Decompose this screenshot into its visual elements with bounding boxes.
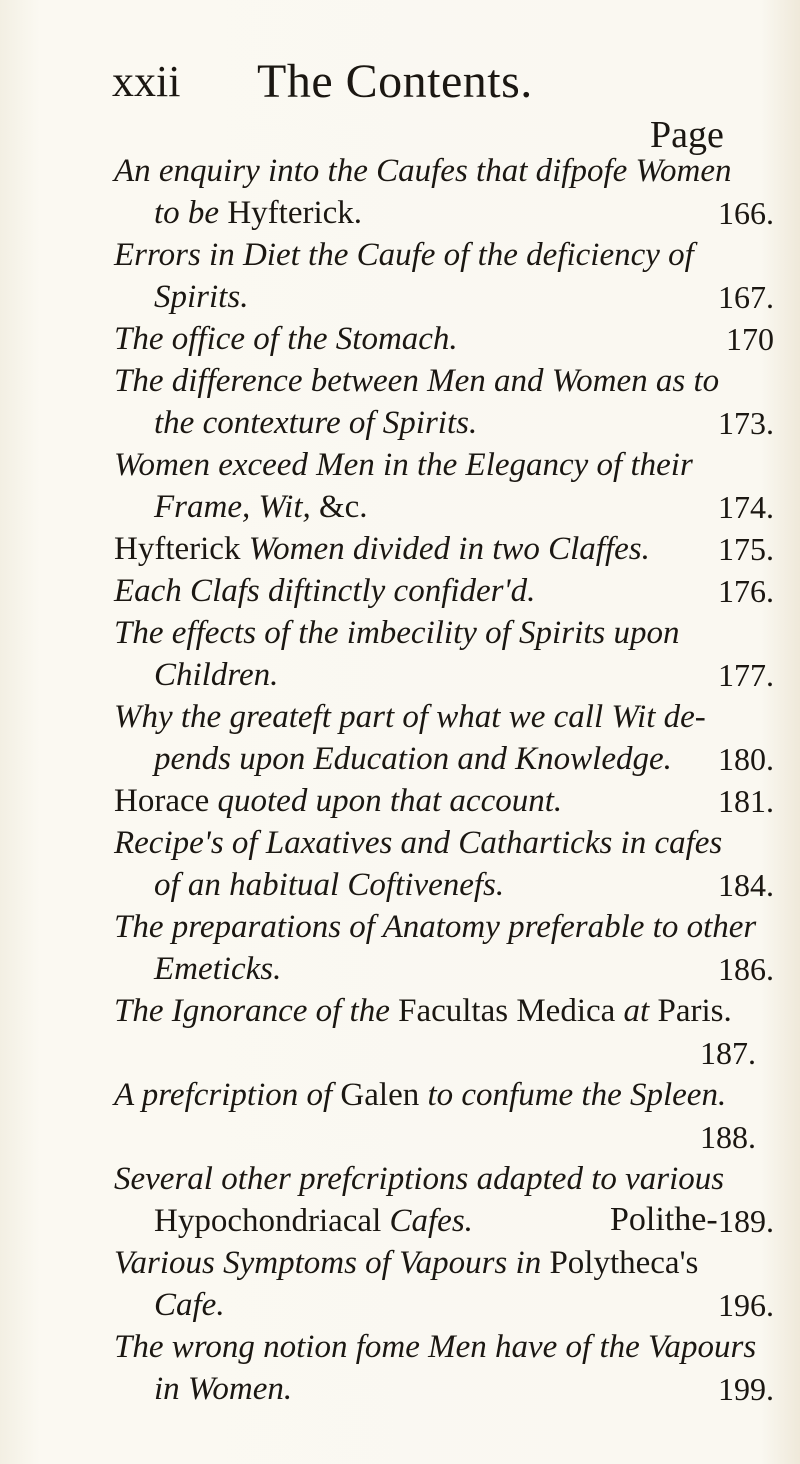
entry-text: &c. xyxy=(318,489,368,525)
entry-text: The difference between Men and Women as to xyxy=(114,363,720,399)
entry-text: Paris. xyxy=(657,993,732,1029)
entry-text: Recipe's of Laxatives and Catharticks in cafes xyxy=(114,825,723,861)
entry-text: of an habitual Coftivenefs. xyxy=(154,867,505,903)
entry-text: The office of the Stomach. xyxy=(114,321,458,357)
entry-text: The wrong notion fome Men have of the Vapours xyxy=(114,1329,757,1365)
entry-line xyxy=(114,528,774,570)
entry-line xyxy=(114,612,774,654)
contents-entry xyxy=(114,1326,774,1410)
entry-text: Polytheca's xyxy=(549,1245,699,1281)
page-header xyxy=(112,52,752,112)
entry-page-number: 196. xyxy=(718,1287,774,1323)
entry-page-number: 166. xyxy=(718,195,774,231)
running-title: The Contents. xyxy=(257,55,533,108)
entry-text: Women exceed Men in the Elegancy of their xyxy=(114,447,693,483)
entry-text: Spirits. xyxy=(154,279,249,315)
entry-line xyxy=(114,1242,774,1284)
entry-page-number: 199. xyxy=(718,1371,774,1407)
entry-page-number: 188. xyxy=(700,1119,756,1155)
entry-text: Women divided in two Claffes. xyxy=(248,531,650,567)
entry-line xyxy=(114,780,774,822)
entry-page-number: 187. xyxy=(700,1035,756,1071)
entry-page-number: 174. xyxy=(718,489,774,525)
entry-line xyxy=(114,948,774,990)
entry-line xyxy=(114,402,774,444)
entry-page-number: 167. xyxy=(718,279,774,315)
entry-page-number: 176. xyxy=(718,573,774,609)
contents-entry xyxy=(114,444,774,528)
entry-line xyxy=(114,276,774,318)
entry-text: to be xyxy=(154,195,228,231)
entry-text: Hypochondriacal xyxy=(154,1203,390,1239)
entry-line xyxy=(114,486,774,528)
contents-entry xyxy=(114,780,774,822)
entry-text: Frame, Wit, xyxy=(154,489,319,525)
entry-text: The Ignorance of the xyxy=(114,993,399,1029)
entry-line xyxy=(114,192,774,234)
entry-text: at xyxy=(623,993,658,1029)
entry-page-number: 177. xyxy=(718,657,774,693)
entry-text: quoted upon that account. xyxy=(217,783,563,819)
entry-text: An enquiry into the Caufes that difpofe Women xyxy=(114,153,732,189)
entry-line xyxy=(114,906,774,948)
contents-entry xyxy=(114,150,774,234)
entry-line xyxy=(114,318,774,360)
entry-page-number: 186. xyxy=(718,951,774,987)
entry-text: in Women. xyxy=(154,1371,293,1407)
contents-entry xyxy=(114,360,774,444)
entry-line xyxy=(114,234,774,276)
entry-text: pends upon Education and Knowledge. xyxy=(154,741,672,777)
entry-text: Each Clafs diftinctly confider'd. xyxy=(114,573,536,609)
contents-entry xyxy=(114,906,774,990)
entry-text: Facultas Medica xyxy=(398,993,624,1029)
contents-entry xyxy=(114,696,774,780)
entry-text: Galen xyxy=(340,1077,428,1113)
entry-page-number: 189. xyxy=(718,1203,774,1239)
entry-page-number: 175. xyxy=(718,531,774,567)
entry-text: Errors in Diet the Caufe of the deficiency of xyxy=(114,237,694,273)
entry-line xyxy=(114,570,774,612)
entry-text: Several other prefcriptions adapted to various xyxy=(114,1161,725,1197)
entry-line xyxy=(114,864,774,906)
entry-text: to confume the Spleen. xyxy=(427,1077,727,1113)
entry-text: A prefcription of xyxy=(114,1077,341,1113)
entry-line xyxy=(114,822,774,864)
entry-text: Why the greateft part of what we call Wit de- xyxy=(114,699,706,735)
contents-entry xyxy=(114,612,774,696)
entry-text: Children. xyxy=(154,657,279,693)
entry-text: Emeticks. xyxy=(154,951,282,987)
entry-line xyxy=(114,654,774,696)
contents-entry xyxy=(114,822,774,906)
entry-line xyxy=(114,1074,774,1116)
catchword: Polithe- xyxy=(610,1201,718,1238)
entry-text: Horace xyxy=(114,783,218,819)
entry-text: The effects of the imbecility of Spirits upon xyxy=(114,615,680,651)
entry-page-number: 184. xyxy=(718,867,774,903)
contents-entry xyxy=(114,570,774,612)
page-column-label: Page xyxy=(650,114,724,156)
entry-line xyxy=(114,990,774,1032)
entry-line xyxy=(114,1284,774,1326)
entry-text: Cafes. xyxy=(389,1203,473,1239)
folio-number: xxii xyxy=(112,57,181,106)
entry-line xyxy=(114,444,774,486)
entry-line xyxy=(114,696,774,738)
entry-line xyxy=(114,360,774,402)
entry-text: Cafe. xyxy=(154,1287,225,1323)
entry-line xyxy=(114,1326,774,1368)
entry-line xyxy=(114,1158,774,1200)
entry-text: The preparations of Anatomy preferable to other xyxy=(114,909,757,945)
contents-entry xyxy=(114,1242,774,1326)
entry-page-number: 173. xyxy=(718,405,774,441)
contents-entry xyxy=(114,990,774,1074)
entry-line xyxy=(114,150,774,192)
entry-line xyxy=(114,738,774,780)
entry-page-number: 170 xyxy=(726,321,774,357)
contents-entry xyxy=(114,318,774,360)
entry-text: Hyfterick xyxy=(114,531,249,567)
entry-text: the contexture of Spirits. xyxy=(154,405,478,441)
entry-line xyxy=(114,1368,774,1410)
contents-entry xyxy=(114,1074,774,1158)
entry-page-number: 181. xyxy=(718,783,774,819)
entry-text: Hyfterick. xyxy=(227,195,363,231)
entry-text: Various Symptoms of Vapours in xyxy=(114,1245,550,1281)
contents-entry xyxy=(114,528,774,570)
entry-page-number: 180. xyxy=(718,741,774,777)
contents-entry xyxy=(114,234,774,318)
